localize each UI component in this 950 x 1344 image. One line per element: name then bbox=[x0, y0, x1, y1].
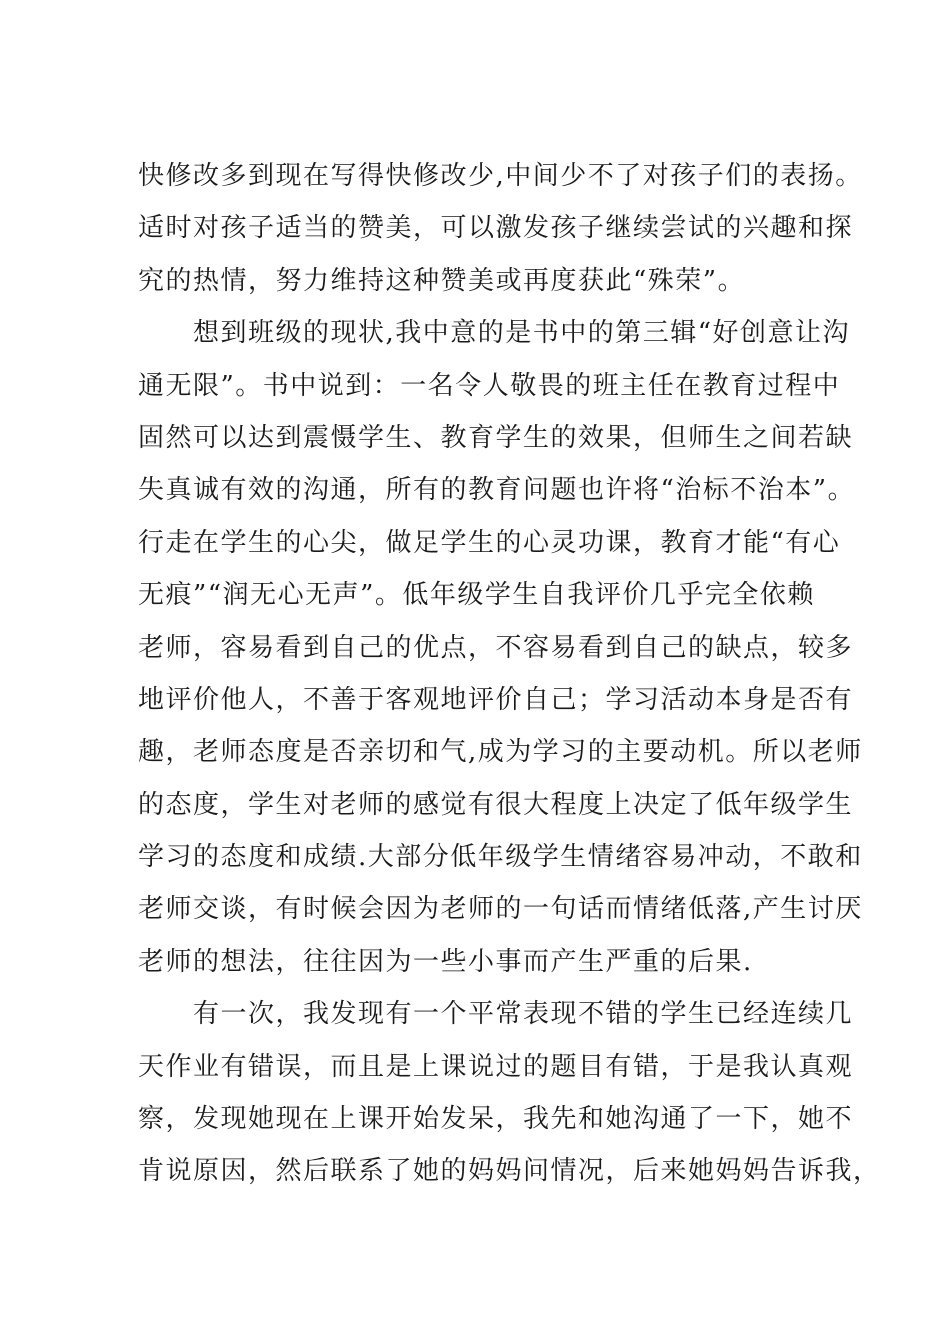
text-line: 老师交谈，有时候会因为老师的一句话而情绪低落,产生讨厌 bbox=[138, 894, 863, 925]
text-line: 老师的想法，往往因为一些小事而产生严重的后果. bbox=[138, 946, 753, 977]
text-line: 趣，老师态度是否亲切和气,成为学习的主要动机。所以老师 bbox=[138, 737, 863, 768]
text-line: 适时对孩子适当的赞美，可以激发孩子继续尝试的兴趣和探 bbox=[138, 213, 854, 244]
text-line: 想到班级的现状,我中意的是书中的第三辑“好创意让沟 bbox=[138, 318, 851, 349]
text-line: 失真诚有效的沟通，所有的教育问题也许将“治标不治本”。 bbox=[138, 475, 856, 506]
paragraph-3 bbox=[138, 988, 881, 1198]
text-line: 天作业有错误，而且是上课说过的题目有错，于是我认真观 bbox=[138, 1051, 854, 1082]
text-line: 通无限”。书中说到：一名令人敬畏的班主任在教育过程中 bbox=[138, 370, 841, 401]
paragraph-2 bbox=[138, 307, 863, 988]
text-line: 快修改多到现在写得快修改少,中间少不了对孩子们的表扬。 bbox=[138, 161, 863, 191]
body-text bbox=[138, 150, 881, 1198]
text-line: 肯说原因，然后联系了她的妈妈问情况，后来她妈妈告诉我， bbox=[138, 1156, 881, 1187]
text-line: 无痕”“润无心无声”。低年级学生自我评价几乎完全依赖 bbox=[138, 580, 815, 611]
text-line: 老师，容易看到自己的优点，不容易看到自己的缺点，较多 bbox=[138, 632, 854, 663]
paragraph-1 bbox=[138, 150, 863, 307]
text-line: 固然可以达到震慑学生、教育学生的效果，但师生之间若缺 bbox=[138, 422, 854, 453]
text-line: 有一次，我发现有一个平常表现不错的学生已经连续几 bbox=[138, 999, 854, 1030]
text-line: 行走在学生的心尖，做足学生的心灵功课，教育才能“有心 bbox=[138, 527, 841, 558]
text-line: 学习的态度和成绩.大部分低年级学生情绪容易冲动，不敢和 bbox=[138, 842, 863, 873]
text-line: 究的热情，努力维持这种赞美或再度获此“殊荣”。 bbox=[138, 265, 746, 296]
text-line: 地评价他人，不善于客观地评价自己；学习活动本身是否有 bbox=[138, 684, 854, 715]
text-line: 的态度，学生对老师的感觉有很大程度上决定了低年级学生 bbox=[138, 789, 854, 820]
text-line: 察，发现她现在上课开始发呆，我先和她沟通了一下，她不 bbox=[138, 1104, 854, 1135]
